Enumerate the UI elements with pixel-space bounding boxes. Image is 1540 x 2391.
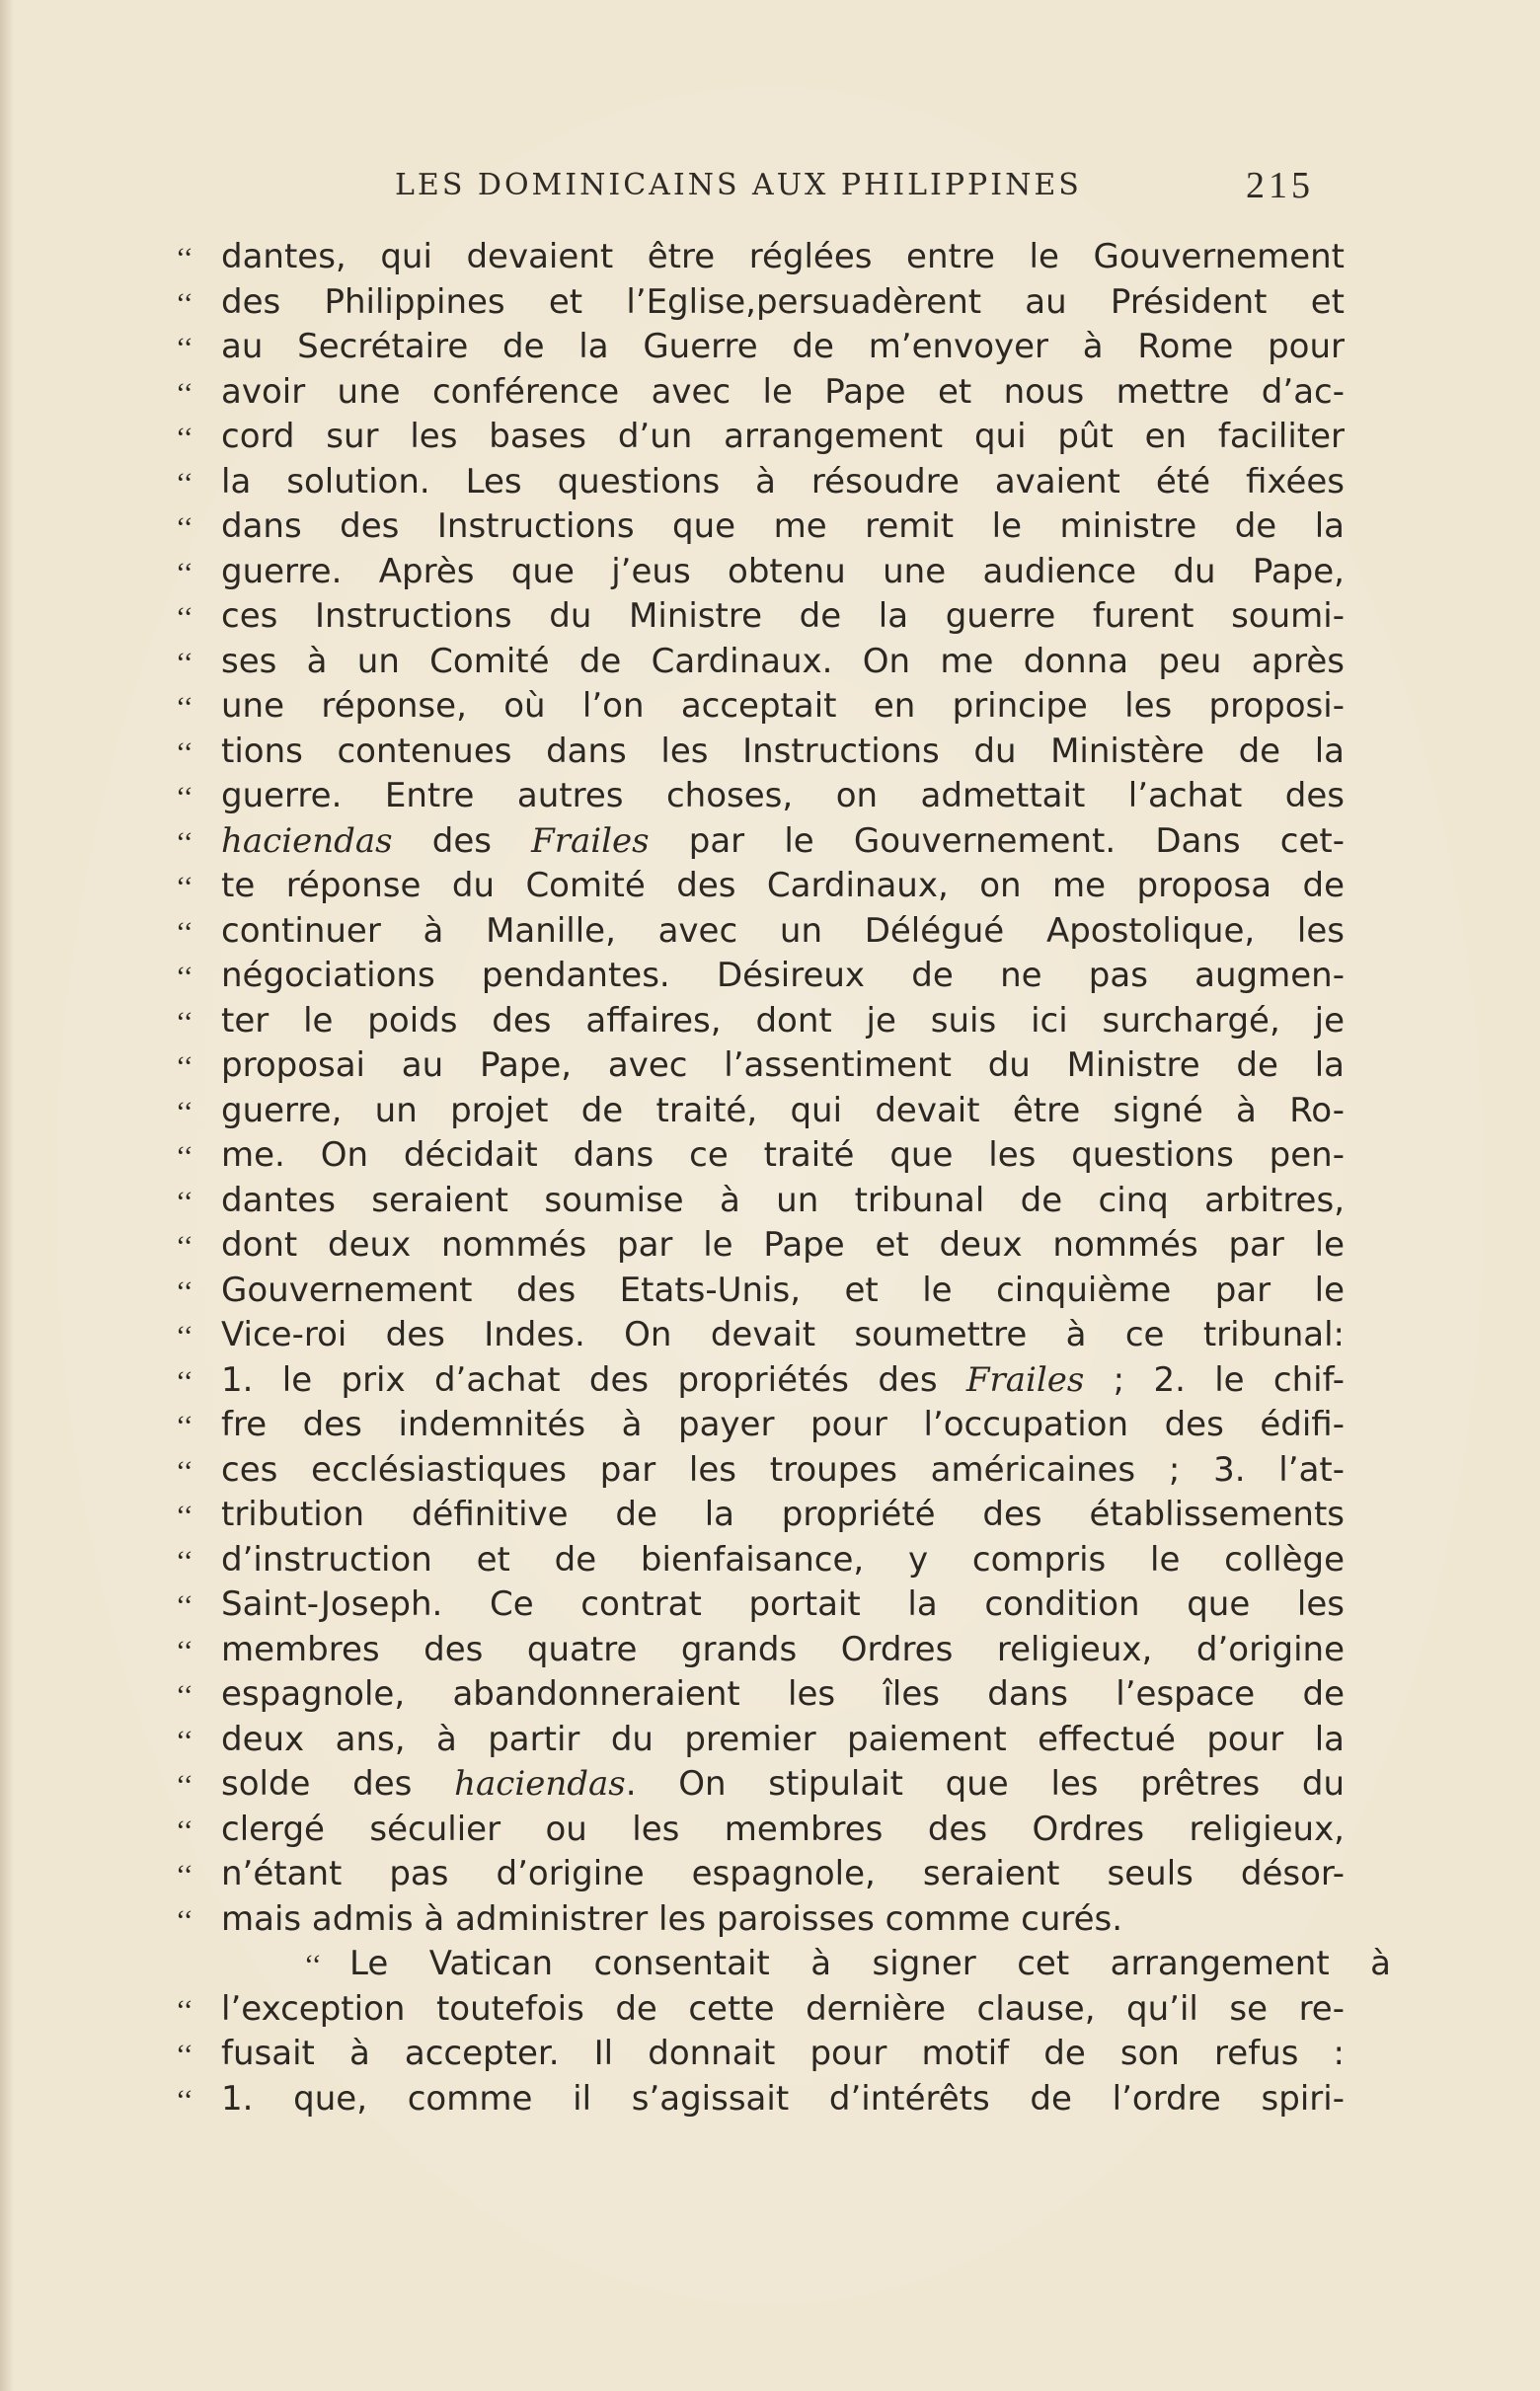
line-text: te réponse du Comité des Cardinaux, on me proposa de bbox=[221, 866, 1345, 905]
text-line bbox=[176, 1582, 1346, 1628]
line-text: Vice-roi des Indes. On devait soumettre à ce tribunal: bbox=[221, 1315, 1345, 1354]
text-line bbox=[176, 999, 1346, 1044]
text-line bbox=[176, 1269, 1346, 1314]
quote-mark: ‘‘ bbox=[176, 1410, 193, 1442]
quote-mark: ‘‘ bbox=[176, 871, 193, 903]
line-text: Gouvernement des Etats-Unis, et le cinquième par le bbox=[221, 1270, 1345, 1310]
text-line bbox=[176, 1538, 1346, 1583]
line-text: guerre. Entre autres choses, on admettait l’achat des bbox=[221, 776, 1345, 815]
line-text-part: ; 2. le chif- bbox=[1084, 1359, 1345, 1400]
text-line bbox=[176, 550, 1346, 595]
line-text: d’instruction et de bienfaisance, y compris le collège bbox=[221, 1539, 1345, 1580]
quote-mark: ‘‘ bbox=[176, 1859, 193, 1891]
line-text: tribution définitive de la propriété des établissements bbox=[221, 1495, 1345, 1534]
quote-mark: ‘‘ bbox=[176, 1230, 193, 1263]
quote-mark: ‘‘ bbox=[176, 1634, 193, 1667]
text-line bbox=[176, 504, 1346, 550]
text-line bbox=[176, 1179, 1346, 1224]
text-line-indented bbox=[176, 1942, 1391, 1987]
quote-mark: ‘‘ bbox=[176, 1544, 193, 1578]
text-line bbox=[176, 1448, 1346, 1494]
body-text bbox=[176, 235, 1391, 2121]
quote-mark: ‘‘ bbox=[176, 286, 193, 320]
text-line bbox=[176, 415, 1346, 460]
line-text: proposai au Pape, avec l’assentiment du Ministre de la bbox=[221, 1045, 1345, 1085]
line-text: ter le poids des affaires, dont je suis ici surchargé, je bbox=[221, 1000, 1345, 1041]
quote-mark: ‘‘ bbox=[176, 1274, 193, 1308]
quote-mark: ‘‘ bbox=[176, 781, 193, 813]
quote-mark: ‘‘ bbox=[176, 1500, 193, 1532]
quote-mark: ‘‘ bbox=[176, 2039, 193, 2071]
quote-mark: ‘‘ bbox=[176, 332, 193, 364]
quote-mark: ‘‘ bbox=[176, 511, 193, 544]
text-line bbox=[176, 1808, 1346, 1853]
text-line bbox=[176, 594, 1346, 640]
line-text bbox=[221, 1358, 1345, 1404]
page-number: 215 bbox=[1246, 165, 1314, 206]
text-line bbox=[176, 1043, 1346, 1089]
quote-mark: ‘‘ bbox=[176, 735, 193, 769]
quote-mark: ‘‘ bbox=[176, 2083, 193, 2117]
line-text: espagnole, abandonneraient les îles dans l’espace de bbox=[221, 1674, 1345, 1714]
text-line bbox=[176, 774, 1346, 819]
italic-frailes: Frailes bbox=[965, 1359, 1085, 1400]
text-line bbox=[176, 819, 1346, 865]
text-line bbox=[176, 1628, 1346, 1673]
running-title: LES DOMINICAINS AUX PHILIPPINES bbox=[395, 168, 1082, 202]
text-line bbox=[176, 730, 1346, 775]
line-text: membres des quatre grands Ordres religieux, d’origine bbox=[221, 1629, 1345, 1669]
quote-mark: ‘‘ bbox=[176, 1320, 193, 1352]
text-line bbox=[176, 1987, 1346, 2033]
text-line bbox=[176, 1358, 1346, 1404]
text-line bbox=[176, 1313, 1346, 1358]
line-text: avoir une conférence avec le Pape et nous mettre d’ac- bbox=[221, 371, 1345, 412]
line-text: tions contenues dans les Instructions du Ministère de la bbox=[221, 731, 1345, 771]
text-line bbox=[176, 640, 1346, 685]
line-text-part: des bbox=[392, 820, 532, 861]
line-text: ces ecclésiastiques par les troupes américaines ; 3. l’at- bbox=[221, 1449, 1345, 1490]
quote-mark: ‘‘ bbox=[176, 1095, 193, 1128]
quote-mark: ‘‘ bbox=[176, 376, 193, 410]
quote-mark: ‘‘ bbox=[176, 601, 193, 634]
italic-haciendas: haciendas bbox=[454, 1764, 626, 1804]
line-text: des Philippines et l’Eglise,persuadèrent au Président et bbox=[221, 281, 1345, 322]
text-line bbox=[176, 2032, 1346, 2077]
text-line bbox=[176, 909, 1346, 955]
line-text: guerre, un projet de traité, qui devait être signé à Ro- bbox=[221, 1090, 1345, 1130]
line-text: au Secrétaire de la Guerre de m’envoyer à Rome pour bbox=[221, 327, 1345, 366]
line-text: dantes seraient soumise à un tribunal de cinq arbitres, bbox=[221, 1180, 1345, 1220]
quote-mark: ‘‘ bbox=[176, 1589, 193, 1622]
quote-mark: ‘‘ bbox=[176, 691, 193, 724]
quote-mark: ‘‘ bbox=[176, 466, 193, 500]
page-gutter-shadow bbox=[0, 0, 14, 2391]
line-text: mais admis à administrer les paroisses comme curés. bbox=[221, 1898, 1123, 1939]
line-text bbox=[221, 819, 1345, 865]
text-line bbox=[176, 325, 1346, 370]
text-line bbox=[176, 1762, 1346, 1808]
quote-mark: ‘‘ bbox=[176, 1185, 193, 1218]
line-text-part: 1. le prix d’achat des propriétés des bbox=[221, 1359, 966, 1400]
text-line bbox=[176, 280, 1346, 326]
line-text: deux ans, à partir du premier paiement effectué pour la bbox=[221, 1719, 1345, 1759]
line-text: dantes, qui devaient être réglées entre le Gouvernement bbox=[221, 237, 1345, 276]
text-line bbox=[176, 1493, 1346, 1538]
line-text: fre des indemnités à payer pour l’occupation des édifi- bbox=[221, 1405, 1345, 1444]
quote-mark: ‘‘ bbox=[176, 1993, 193, 2027]
line-text: l’exception toutefois de cette dernière clause, qu’il se re- bbox=[221, 1988, 1345, 2029]
italic-haciendas: haciendas bbox=[221, 820, 393, 861]
line-text: ses à un Comité de Cardinaux. On me donna peu après bbox=[221, 641, 1345, 681]
text-line bbox=[176, 370, 1346, 416]
line-text-part: par le Gouvernement. Dans cet- bbox=[649, 820, 1345, 861]
line-text: continuer à Manille, avec un Délégué Apostolique, les bbox=[221, 910, 1345, 951]
text-line bbox=[176, 460, 1346, 505]
text-line bbox=[176, 1718, 1346, 1763]
text-line bbox=[176, 1223, 1346, 1269]
line-text: négociations pendantes. Désireux de ne pas augmen- bbox=[221, 956, 1345, 995]
quote-mark: ‘‘ bbox=[176, 1364, 193, 1398]
text-line bbox=[176, 235, 1346, 280]
quote-mark: ‘‘ bbox=[176, 1724, 193, 1757]
line-text bbox=[221, 1762, 1345, 1808]
text-line bbox=[176, 864, 1346, 909]
quote-mark: ‘‘ bbox=[176, 422, 193, 454]
text-line bbox=[176, 1133, 1346, 1179]
line-text: n’étant pas d’origine espagnole, seraient seuls désor- bbox=[221, 1854, 1345, 1893]
text-line bbox=[176, 2077, 1346, 2122]
text-line bbox=[176, 1897, 1346, 1943]
quote-mark: ‘‘ bbox=[176, 646, 193, 679]
line-text: 1. que, comme il s’agissait d’intérêts de l’ordre spiri- bbox=[221, 2078, 1345, 2119]
quote-mark: ‘‘ bbox=[176, 825, 193, 859]
line-text: ces Instructions du Ministre de la guerre furent soumi- bbox=[221, 596, 1345, 636]
line-text: dans des Instructions que me remit le ministre de la bbox=[221, 506, 1345, 546]
text-line bbox=[176, 684, 1346, 730]
quote-mark: ‘‘ bbox=[176, 1769, 193, 1802]
quote-mark: ‘‘ bbox=[176, 961, 193, 993]
quote-mark: ‘‘ bbox=[176, 1454, 193, 1488]
line-text-part: . On stipulait que les prêtres du bbox=[625, 1764, 1346, 1804]
quote-mark: ‘‘ bbox=[176, 1140, 193, 1173]
quote-mark: ‘‘ bbox=[176, 1050, 193, 1083]
line-text: cord sur les bases d’un arrangement qui pût en faciliter bbox=[221, 417, 1345, 456]
line-text: dont deux nommés par le Pape et deux nommés par le bbox=[221, 1225, 1345, 1265]
line-text: guerre. Après que j’eus obtenu une audience du Pape, bbox=[221, 551, 1345, 591]
quote-mark: ‘‘ bbox=[176, 1005, 193, 1039]
line-text-part: solde des bbox=[221, 1764, 455, 1804]
line-text: me. On décidait dans ce traité que les questions pen- bbox=[221, 1135, 1345, 1175]
text-line bbox=[176, 1672, 1346, 1718]
line-text: la solution. Les questions à résoudre avaient été fixées bbox=[221, 461, 1345, 501]
quote-mark: ‘‘ bbox=[176, 1679, 193, 1712]
quote-mark: ‘‘ bbox=[304, 1949, 322, 1981]
text-line bbox=[176, 1089, 1346, 1134]
text-line bbox=[176, 954, 1346, 999]
line-text: clergé séculier ou les membres des Ordres religieux, bbox=[221, 1809, 1345, 1849]
quote-mark: ‘‘ bbox=[176, 556, 193, 589]
line-text: fusait à accepter. Il donnait pour motif de son refus : bbox=[221, 2034, 1345, 2073]
quote-mark: ‘‘ bbox=[176, 1903, 193, 1937]
line-text: Le Vatican consentait à signer cet arrangement à bbox=[349, 1944, 1391, 1983]
text-line bbox=[176, 1403, 1346, 1448]
quote-mark: ‘‘ bbox=[176, 915, 193, 949]
line-text: Saint-Joseph. Ce contrat portait la condition que les bbox=[221, 1584, 1345, 1624]
quote-mark: ‘‘ bbox=[176, 242, 193, 274]
italic-frailes: Frailes bbox=[531, 820, 650, 861]
quote-mark: ‘‘ bbox=[176, 1813, 193, 1847]
line-text: une réponse, où l’on acceptait en principe les proposi- bbox=[221, 686, 1345, 726]
text-line bbox=[176, 1852, 1346, 1897]
